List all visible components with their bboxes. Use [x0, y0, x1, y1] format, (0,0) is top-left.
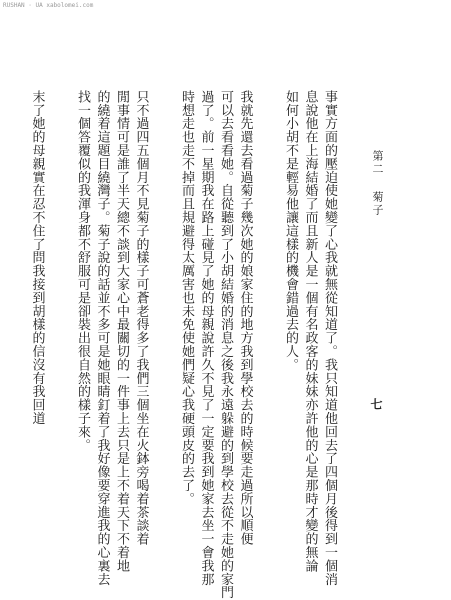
text-column: 息說他在上海結婚了而且新人是一個有名政客的妹妹亦許他的心是那時才變的無論 [302, 90, 318, 573]
text-column: 找一個答覆似的我渾身都不舒服可是卻裝出很自然的樣子來。 [75, 90, 90, 452]
text-column: 可以去看看她。自從聽到了小胡結婚的消息之後我永遠躲避的到學校去從不走她的家門 [218, 90, 233, 600]
running-header: 第二 菊子 [371, 150, 384, 217]
page-number: 七 [369, 398, 383, 410]
text-column: 事實方面的壓迫使她變了心我就無從知道了。我只知道他回去了四個月後得到一個消 [322, 90, 337, 586]
text-column: 我就先還去看過菊子幾次她的娘家住的地方我到學校去的時候要走過所以順便 [237, 90, 253, 546]
text-column: 如何小胡不是輕易他讓這樣的機會錯過去的人。 [283, 90, 298, 372]
watermark: RUSHAN · UA xabolomei.com [3, 2, 94, 9]
text-column: 時想走也走不掉而且規避得太厲害也未免使她們疑心我硬頭皮的去了。 [179, 90, 194, 506]
text-column: 過了。前一星期我在路上碰見了她的母親說許久不見了一定要我到她家去坐一會我那 [198, 90, 214, 586]
text-column: 的繞着這題目繞灣子。菊子說的話並不多可是她眼睛釘着了我好像要穿進我的心裏去 [94, 90, 110, 586]
body-text [29, 90, 339, 600]
text-column: 閒事情可是誰了半天總不談到大家心中最關切的一件事上去只是上不着天下不着地 [114, 90, 129, 573]
text-column: 只不過四五個月不見菊子的樣子可蒼老得多了我們三個坐在火鉢旁喝着茶談着 [133, 90, 149, 546]
text-column: 末了她的母親實在忍不住了問我接到胡樣的信沒有我回道 [29, 90, 45, 425]
